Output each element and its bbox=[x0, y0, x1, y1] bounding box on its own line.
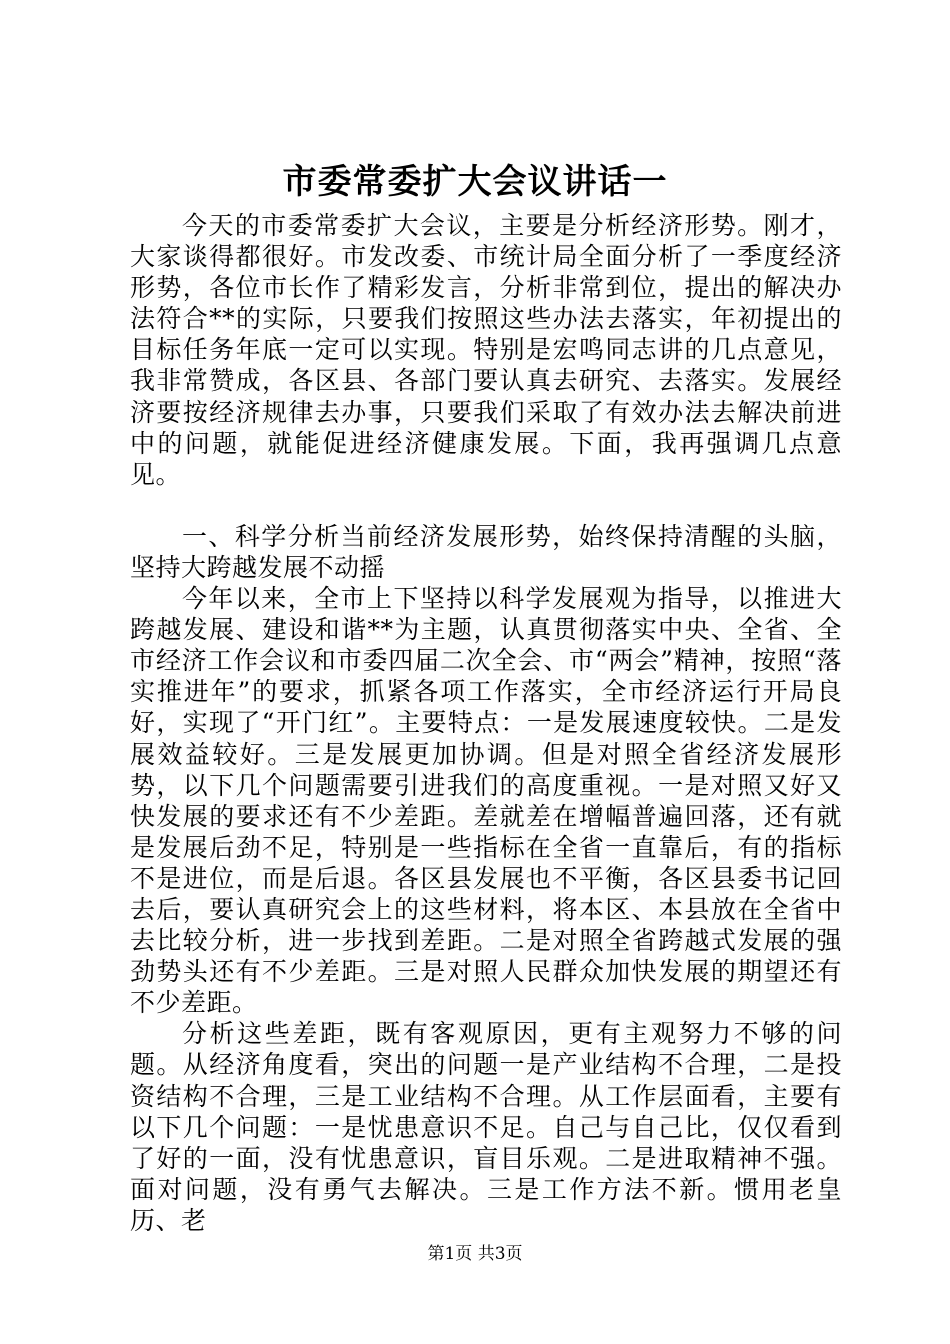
document-body bbox=[130, 210, 842, 1236]
document-title: 市委常委扩大会议讲话一 bbox=[282, 162, 668, 202]
section-heading-1: 一、科学分析当前经济发展形势，始终保持清醒的头脑，坚持大跨越发展不动摇 bbox=[130, 521, 842, 582]
page-number-footer: 第1页 共3页 bbox=[427, 1244, 523, 1264]
paragraph-gap-analysis: 分析这些差距，既有客观原因，更有主观努力不够的问题。从经济角度看，突出的问题一是产业结构不合理，二是投资结构不合理，三是工业结构不合理。从工作层面看，主要有以下几个问题：一是忧患意识不足。自己与自己比，仅仅看到了好的一面，没有忧患意识，盲目乐观。二是进取精神不强。面对问题，没有勇气去解决。三是工作方法不新。惯用老皇历、老 bbox=[130, 1019, 842, 1235]
paragraph-spacer bbox=[130, 490, 842, 521]
paragraph-intro: 今天的市委常委扩大会议，主要是分析经济形势。刚才，大家谈得都很好。市发改委、市统计局全面分析了一季度经济形势，各位市长作了精彩发言，分析非常到位，提出的解决办法符合**的实际，只要我们按照这些办法去落实，年初提出的目标任务年底一定可以实现。特别是宏鸣同志讲的几点意见，我非常赞成，各区县、各部门要认真去研究、去落实。发展经济要按经济规律去办事，只要我们采取了有效办法去解决前进中的问题，就能促进经济健康发展。下面，我再强调几点意见。 bbox=[130, 211, 842, 489]
paragraph-economic-situation: 今年以来，全市上下坚持以科学发展观为指导，以推进大跨越发展、建设和谐**为主题，认真贯彻落实中央、全省、全市经济工作会议和市委四届二次全会、市“两会”精神，按照“落实推进年”的要求，抓紧各项工作落实，全市经济运行开局良好，实现了“开门红”。主要特点：一是发展速度较快。二是发展效益较好。三是发展更加协调。但是对照全省经济发展形势，以下几个问题需要引进我们的高度重视。一是对照又好又快发展的要求还有不少差距。差就差在增幅普遍回落，还有就是发展后劲不足，特别是一些指标在全省一直靠后，有的指标不是进位，而是后退。各区县发展也不平衡，各区县委书记回去后，要认真研究会上的这些材料，将本区、本县放在全省中去比较分析，进一步找到差距。二是对照全省跨越式发展的强劲势头还有不少差距。三是对照人民群众加快发展的期望还有不少差距。 bbox=[130, 584, 842, 1018]
